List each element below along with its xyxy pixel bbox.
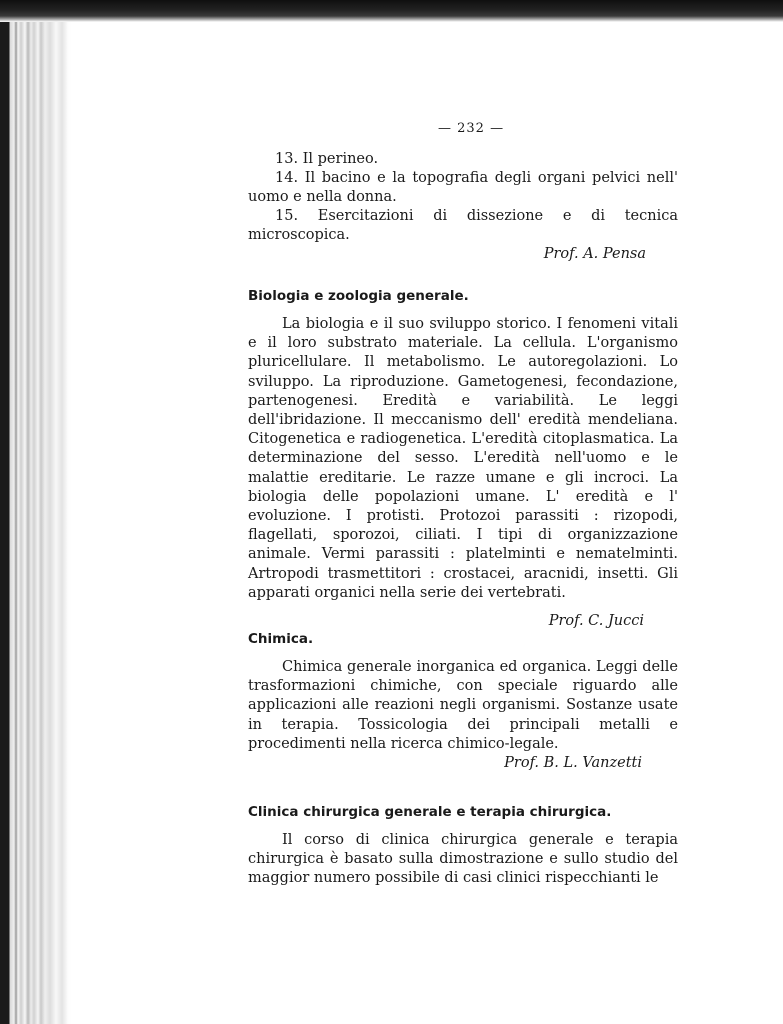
section-biologia (248, 287, 678, 631)
list-item: 15. Esercitazioni di dissezione e di tecnica microscopica. (248, 208, 678, 243)
section-body: Il corso di clinica chirurgica generale e terapia chirurgica è basato sulla dimostrazione e sullo studio del maggior numero possibile di casi clinici rispecchianti le (248, 832, 678, 887)
page-number: — 232 — (438, 121, 505, 136)
section-title: Biologia e zoologia generale. (248, 288, 469, 304)
section-clinica-chirurgica (248, 803, 678, 889)
professor-signature: Prof. B. L. Vanzetti (504, 755, 642, 772)
professor-signature: Prof. A. Pensa (543, 246, 646, 262)
list-item: 13. Il perineo. (275, 151, 379, 167)
professor-signature: Prof. C. Jucci (548, 613, 644, 630)
section-title: Clinica chirurgica generale e terapia chirurgica. (248, 804, 612, 820)
list-item: 14. Il bacino e la topografia degli organi pelvici nell' uomo e nella donna. (248, 170, 678, 205)
section-body: La biologia e il suo sviluppo storico. I fenomeni vitali e il loro substrato materiale. La cellula. L'organismo pluricellulare. Il metabolismo. Le autoregolazioni. Lo sviluppo. La riproduzione. Gametogenesi, fecondazione, partenogenesi. Eredità e variabilità. Le leggi dell'ibridazione. Il meccanismo dell' eredità mendeliana. Citogenetica e radiogenetica. L'eredità citoplasmatica. La determinazione del sesso. L'eredità nell'uomo e le malattie ereditarie. Le razze umane e gli incroci. La biologia delle popolazioni umane. L' eredità e l' evoluzione. I protisti. Protozoi parassiti : rizopodi, flagellati, sporozoi, ciliati. I tipi di organizzazione animale. Vermi parassiti : platelminti e nematelminti. Artropodi trasmettitori : crostacei, aracnidi, insetti. Gli apparati organici nella serie dei vertebrati. (248, 316, 678, 601)
section-title: Chimica. (248, 631, 314, 647)
section-chimica (248, 630, 678, 773)
anatomy-list (248, 150, 678, 264)
scan-top-edge (0, 0, 783, 22)
book-binding-edge (0, 0, 72, 1024)
section-body: Chimica generale inorganica ed organica. Leggi delle trasformazioni chimiche, con speciale riguardo alle applicazioni alle reazioni negli organismi. Sostanze usate in terapia. Tossicologia dei principali metalli e procedimenti nella ricerca chimico-legale. (248, 659, 678, 752)
